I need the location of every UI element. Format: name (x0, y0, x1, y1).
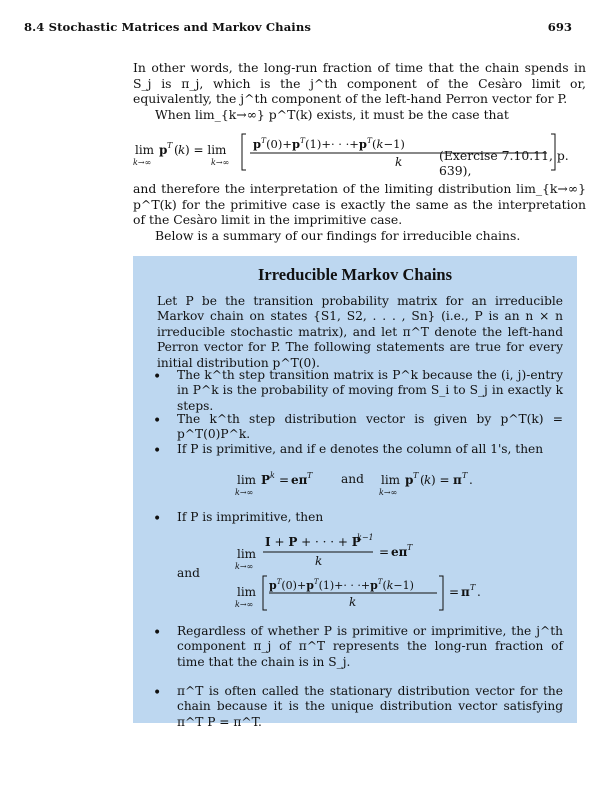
svg-text:k→∞: k→∞ (235, 488, 254, 497)
page-number: 693 (547, 20, 572, 34)
bullet-6-text: π^T is often called the stationary distribution vector for the chain because it is the unique distribution vector satisfying π^T P = π^T. (177, 684, 563, 729)
svg-text:eπ: eπ (391, 545, 408, 559)
svg-text:π: π (461, 585, 470, 599)
svg-text:lim: lim (381, 473, 401, 487)
svg-text:lim: lim (237, 473, 257, 487)
svg-text:k→∞: k→∞ (235, 600, 254, 609)
svg-text:k→∞: k→∞ (235, 562, 254, 571)
box-title: Irreducible Markov Chains (257, 265, 453, 284)
equation-limit-cesaro (133, 130, 588, 178)
bullet-5-text: Regardless of whether P is primitive or imprimitive, the j^th component π_j of π^T represents the long-run fraction of time that the chain is in S_j. (177, 624, 563, 669)
svg-text:) = lim: ) = lim (185, 143, 227, 157)
svg-text:p: p (405, 473, 414, 487)
paragraph-4: Below is a summary of our findings for irreducible chains. (155, 228, 521, 243)
svg-text:k→∞: k→∞ (211, 158, 230, 167)
equation-imprimitive-graphic (177, 532, 557, 612)
equation-primitive-graphic (233, 468, 513, 502)
bullet-4-text: If P is imprimitive, then (177, 510, 324, 524)
bullet-1-text: The k^th step transition matrix is P^k because the (i, j)-entry in P^k is the probability of moving from S_i to S_j in exactly k steps. (177, 368, 563, 413)
svg-text:(: ( (174, 143, 179, 157)
svg-text:k−1: k−1 (357, 533, 374, 542)
bullet-marker: • (153, 625, 162, 641)
svg-text:k: k (349, 595, 357, 609)
svg-text:T: T (470, 583, 476, 592)
svg-text:lim: lim (237, 585, 257, 599)
svg-text:T: T (413, 471, 419, 480)
svg-text:(: ( (420, 473, 425, 487)
svg-text:eπ: eπ (291, 473, 308, 487)
svg-text:=: = (449, 585, 460, 599)
svg-text:T: T (307, 471, 313, 480)
svg-text:k: k (270, 471, 275, 480)
equation-primitive-limits (233, 468, 513, 502)
svg-text:lim: lim (135, 143, 155, 157)
svg-text:=: = (279, 473, 290, 487)
exercise-reference: (Exercise 7.10.11, p. 639), (439, 148, 569, 178)
section-title: 8.4 Stochastic Matrices and Markov Chains (24, 20, 311, 34)
svg-text:k: k (178, 143, 186, 157)
svg-text:) =: ) = (431, 473, 450, 487)
bullet-marker: • (153, 413, 162, 429)
bullet-marker: • (153, 685, 162, 701)
svg-text:I + P + · · · + P: I + P + · · · + P (265, 535, 361, 549)
svg-text:k: k (315, 554, 323, 568)
svg-text:T: T (407, 543, 413, 552)
bullet-2-text: The k^th step distribution vector is given by p^T(k) = p^T(0)P^k. (177, 412, 563, 442)
svg-text:T: T (167, 141, 173, 150)
svg-text:k: k (395, 155, 403, 169)
paragraph-1: In other words, the long-run fraction of time that the chain spends in S_j is π_j, which is the j^th component of the Cesàro limit or, equivalently, the j^th component of the left-hand Perron vector for P. (133, 60, 586, 107)
svg-text:.: . (469, 473, 473, 487)
svg-text:pT(0)+pT(1)+· · ·+pT(k−1): $p^T(0)+p^T(1)+\cdot \cdot \cdot+p^T(k-1)$ (269, 578, 414, 592)
bullet-marker: • (153, 369, 162, 385)
and-word: and (177, 566, 200, 580)
paragraph-3: and therefore the interpretation of the limiting distribution lim_{k→∞} p^T(k) for the primitive case is exactly the same as the interpretation of the Cesàro limit in the imprimitive case. (133, 181, 586, 228)
summary-box (133, 256, 577, 729)
bullet-marker: • (153, 511, 162, 527)
svg-text:lim: lim (237, 547, 257, 561)
svg-text:.: . (477, 585, 481, 599)
bullet-3-text: If P is primitive, and if e denotes the column of all 1's, then (177, 442, 544, 456)
running-header (24, 20, 586, 38)
svg-text:T: T (462, 471, 468, 480)
svg-text:π: π (453, 473, 462, 487)
bullet-marker: • (153, 443, 162, 459)
svg-text:p: p (159, 143, 168, 157)
svg-text:=: = (379, 545, 390, 559)
equation-imprimitive-limits (177, 532, 557, 612)
connector-and: and (341, 472, 364, 486)
svg-text:k: k (424, 473, 432, 487)
svg-text:P: P (261, 473, 271, 487)
svg-text:pT(0)+pT(1)+· · ·+pT(k−1): $p^T(0)+p^T(1)+\cdot \cdot \cdot+p^T(k-1)$ (253, 136, 405, 151)
box-intro: Let P be the transition probability matrix for an irreducible Markov chain on states {S1, S2, . . . , Sn} (i.e., P is an n × n irreducible stochastic matrix), and let π^T denote the left-hand Perron vector for P. The following statements are true for every initial distribution p^T(0). (157, 294, 563, 370)
svg-text:k→∞: k→∞ (379, 488, 398, 497)
paragraph-2: When lim_{k→∞} p^T(k) exists, it must be the case that (155, 107, 509, 122)
svg-text:k→∞: k→∞ (133, 158, 152, 167)
